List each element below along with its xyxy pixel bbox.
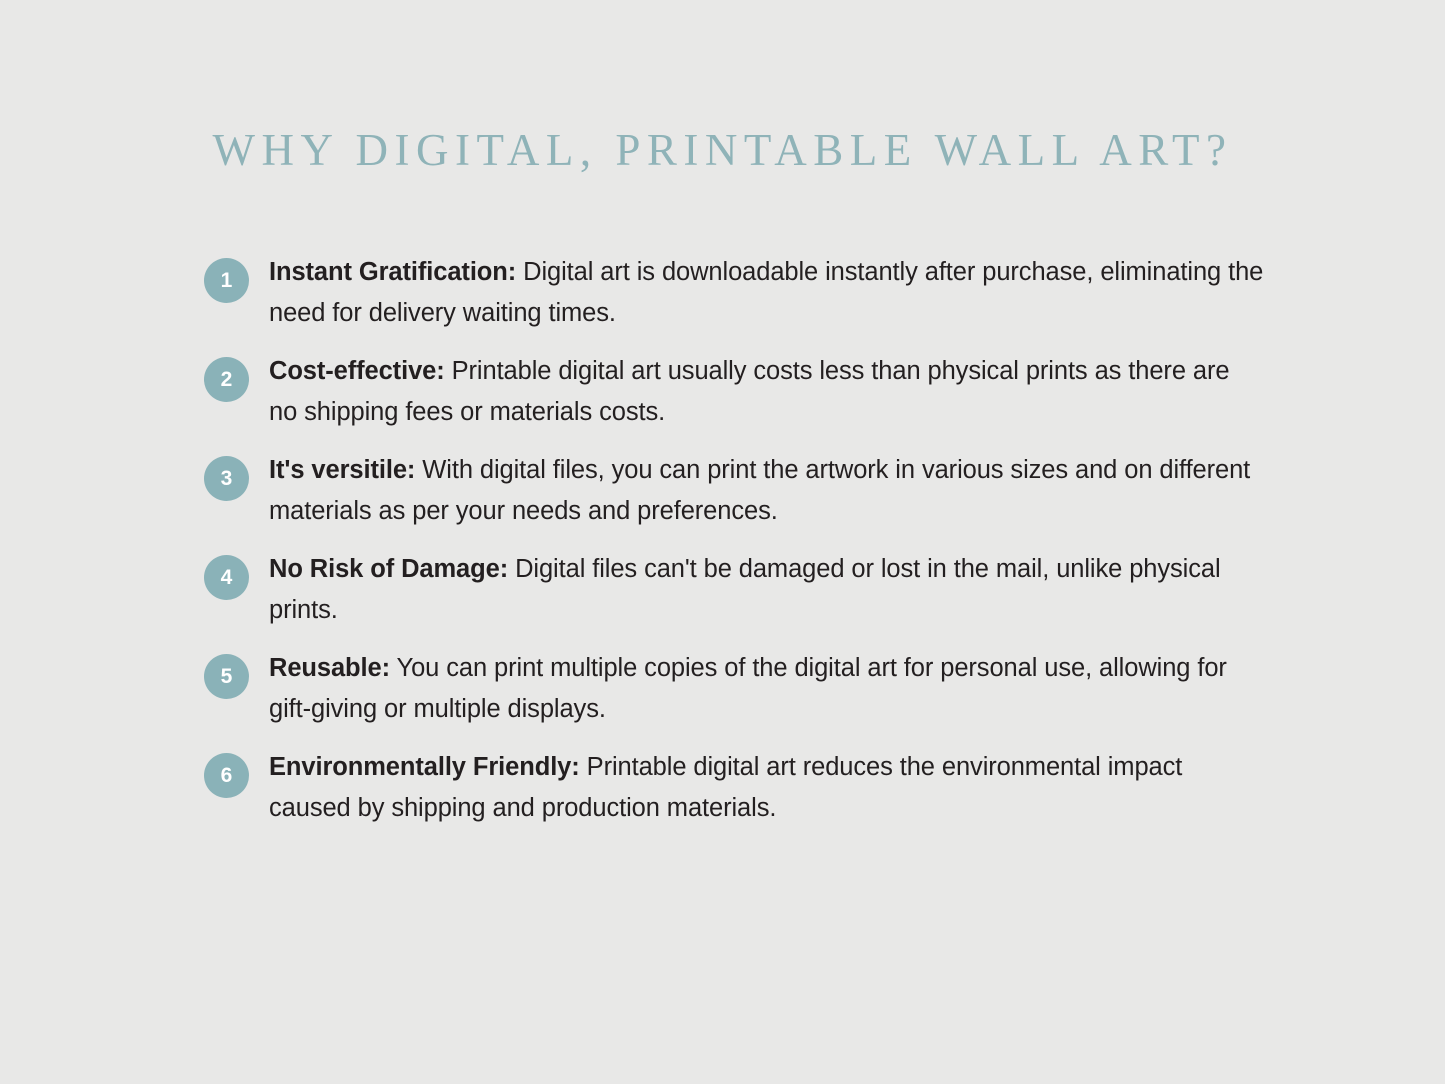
list-item-text (269, 252, 1264, 334)
list-item-heading: Reusable: (269, 654, 390, 682)
list-item-body: Printable digital art usually costs less than physical prints as there are no shipping fees or materials costs. (269, 357, 1230, 426)
list-item-body: Digital files can't be damaged or lost in the mail, unlike physical prints. (269, 555, 1221, 624)
list-item-text (269, 450, 1264, 532)
list-item (204, 450, 1264, 532)
list-item (204, 747, 1264, 829)
benefits-list (204, 252, 1264, 846)
list-item-number-badge: 2 (204, 357, 249, 402)
list-item-heading: Environmentally Friendly: (269, 753, 580, 781)
list-item-body: With digital files, you can print the artwork in various sizes and on different materials as per your needs and preferences. (269, 456, 1251, 525)
list-item (204, 549, 1264, 631)
list-item (204, 252, 1264, 334)
list-item-text (269, 549, 1264, 631)
list-item-heading: No Risk of Damage: (269, 555, 509, 583)
list-item-body: Printable digital art reduces the environmental impact caused by shipping and production materials. (269, 753, 1183, 822)
list-item-body: Digital art is downloadable instantly after purchase, eliminating the need for delivery waiting times. (269, 258, 1264, 327)
list-item-number-badge: 6 (204, 753, 249, 798)
list-item-heading: It's versitile: (269, 456, 416, 484)
list-item-number-badge: 1 (204, 258, 249, 303)
list-item-heading: Cost-effective: (269, 357, 445, 385)
list-item-text (269, 648, 1264, 730)
list-item-number-badge: 4 (204, 555, 249, 600)
list-item-body: You can print multiple copies of the digital art for personal use, allowing for gift-giving or multiple displays. (269, 654, 1227, 723)
list-item-text (269, 747, 1264, 829)
list-item (204, 648, 1264, 730)
list-item-text (269, 351, 1264, 433)
page-title: WHY DIGITAL, PRINTABLE WALL ART? (212, 125, 1233, 175)
list-item-heading: Instant Gratification: (269, 258, 517, 286)
list-item (204, 351, 1264, 433)
list-item-number-badge: 5 (204, 654, 249, 699)
list-item-number-badge: 3 (204, 456, 249, 501)
